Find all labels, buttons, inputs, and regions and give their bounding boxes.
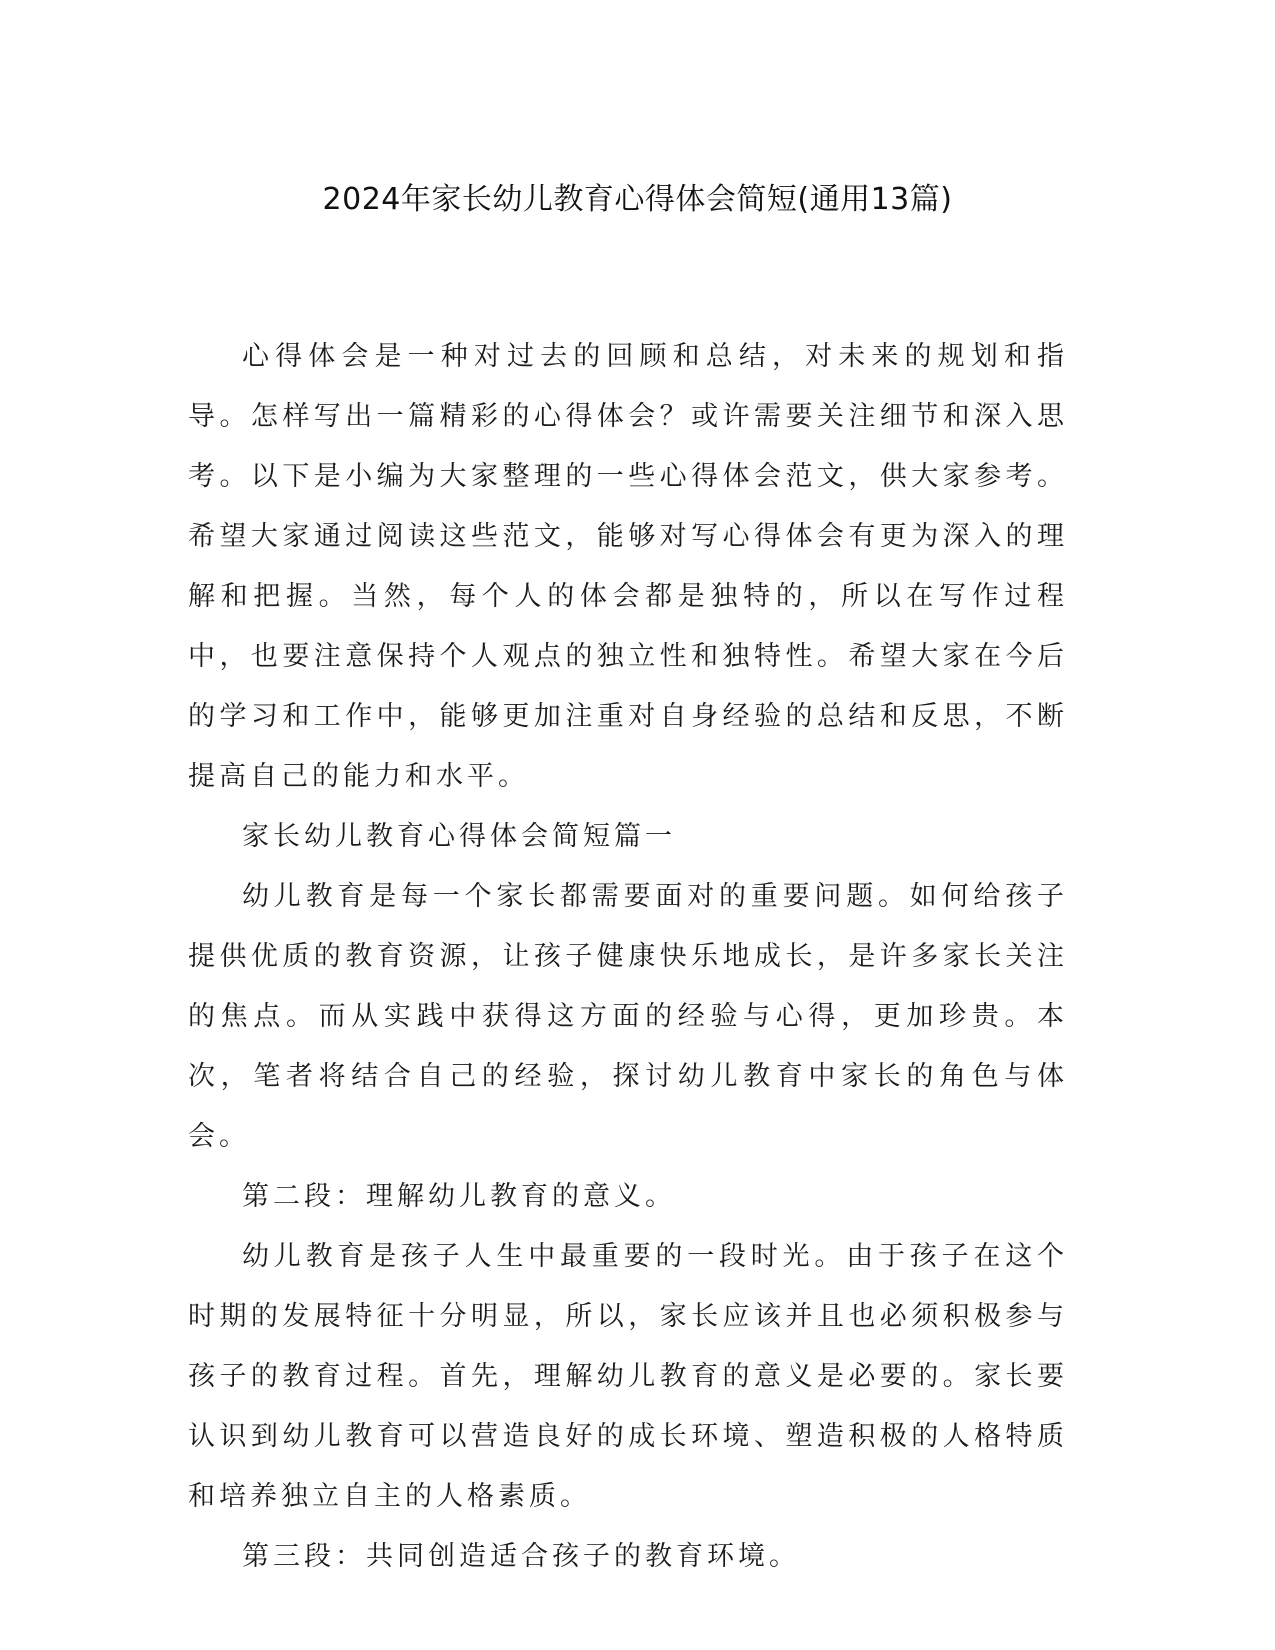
- body-paragraph: 幼儿教育是每一个家长都需要面对的重要问题。如何给孩子提供优质的教育资源，让孩子健康快乐地成长，是许多家长关注的焦点。而从实践中获得这方面的经验与心得，更加珍贵。本次，笔者将结合自己的经验，探讨幼儿教育中家长的角色与体会。: [188, 881, 1068, 1152]
- body-paragraph: 幼儿教育是孩子人生中最重要的一段时光。由于孩子在这个时期的发展特征十分明显，所以，家长应该并且也必须积极参与孩子的教育过程。首先，理解幼儿教育的意义是必要的。家长要认识到幼儿教育可以营造良好的成长环境、塑造积极的人格特质和培养独立自主的人格素质。: [188, 1241, 1068, 1512]
- intro-paragraph: 心得体会是一种对过去的回顾和总结，对未来的规划和指导。怎样写出一篇精彩的心得体会？或许需要关注细节和深入思考。以下是小编为大家整理的一些心得体会范文，供大家参考。希望大家通过阅读这些范文，能够对写心得体会有更为深入的理解和把握。当然，每个人的体会都是独特的，所以在写作过程中，也要注意保持个人观点的独立性和独特性。希望大家在今后的学习和工作中，能够更加注重对自身经验的总结和反思，不断提高自己的能力和水平。: [188, 341, 1068, 792]
- section-heading-paragraph-two: 第二段：理解幼儿教育的意义。: [242, 1181, 676, 1212]
- section-heading-part-one: 家长幼儿教育心得体会简短篇一: [242, 821, 676, 852]
- section-heading-paragraph-three: 第三段：共同创造适合孩子的教育环境。: [242, 1541, 800, 1572]
- document-title: 2024年家长幼儿教育心得体会简短(通用13篇): [322, 182, 953, 217]
- document-body: [188, 327, 1068, 1587]
